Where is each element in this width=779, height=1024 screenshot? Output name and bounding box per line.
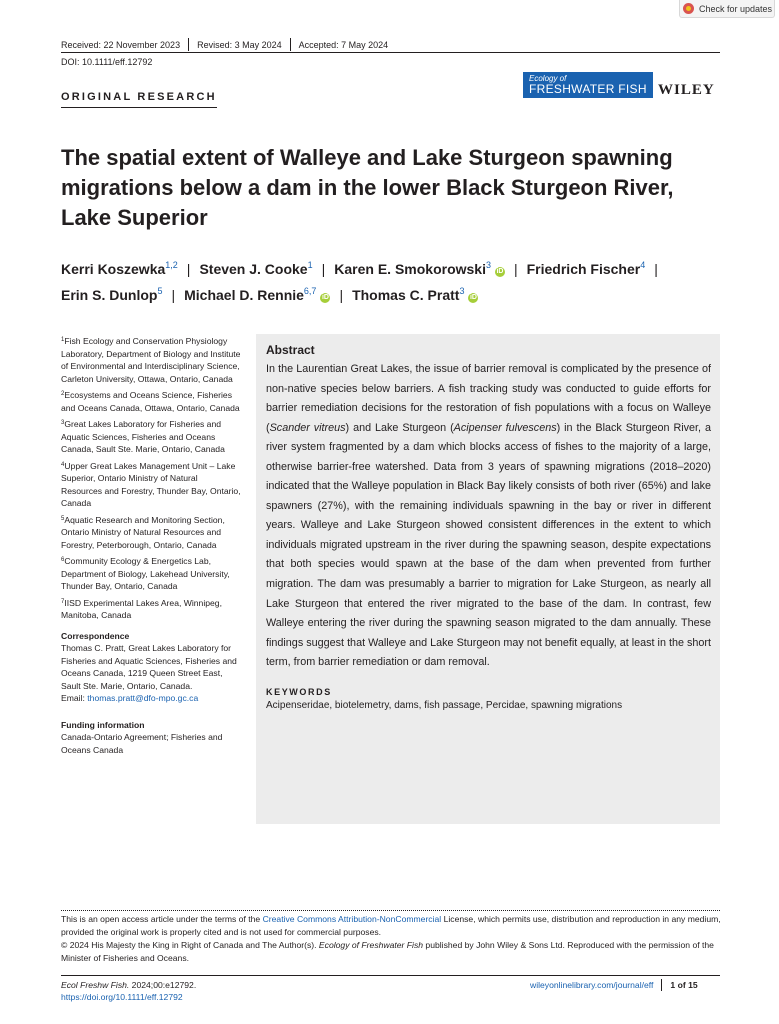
crossmark-icon [683, 3, 694, 14]
keywords-heading: KEYWORDS [266, 686, 332, 697]
affiliation: $^4$Upper Great Lakes Management Unit – Lake Superior, Ontario Ministry of Natural Resources and Forestry, Thunder Bay, Ontario, Canada [61, 460, 241, 508]
license-notice: This is an open access article under the terms of the Creative Commons Attribution-NonCommercial License, which permits use, distribution and reproduction in any medium, provided the original work is properly cited and is not used for commercial purposes. © 2024 His Majesty the King in Right of Canada and The Author(s). Ecology of Freshwater Fish published by John Wiley & Sons Ltd. Reproduced with the permission of the Minister of Fisheries and Oceans. [61, 914, 721, 963]
check-for-updates-badge[interactable] [679, 0, 775, 18]
funding-text: Canada-Ontario Agreement; Fisheries and Oceans Canada [61, 732, 223, 755]
correspondence-email: Email: thomas.pratt@dfo-mpo.gc.ca [61, 693, 199, 703]
footer-divider [61, 975, 720, 976]
check-for-updates-label: Check for updates [699, 3, 773, 14]
article-sidebar [61, 335, 241, 756]
journal-logo-big: FRESHWATER FISH [529, 82, 647, 96]
affiliation: $^3$Great Lakes Laboratory for Fisheries and Aquatic Sciences, Fisheries and Oceans Canada, Sault Ste. Marie, Ontario, Canada [61, 419, 225, 454]
doi-link[interactable]: https://doi.org/10.1111/eff.12792 [61, 992, 183, 1002]
author[interactable]: Karen E. Smokorowski$^3$iD [334, 260, 504, 277]
header-divider [61, 52, 720, 53]
abstract-text: In the Laurentian Great Lakes, the issue of barrier removal is complicated by the presence of non-native species below barriers. A fish tracking study was conducted to guide efforts for barrier remediation decisions for the restoration of fish populations with a focus on Walleye (Scander vitreus) and Lake Sturgeon (Acipenser fulvescens) in the Black Sturgeon River, a river system fragmented by a dam which blocks access of fishes to the majority of a large, otherwise barrier-free watershed. Data from 3 years of spawning migrations (2018–2020) indicated that the Walleye population in Black Bay likely consists of both river (65%) and lake spawners (27%), with the remaining individuals spawning in the bay or river in different years. Walleye and Lake Sturgeon showed consistent differences in the extent to which individuals migrated upstream in the river during the spawning season, despite expectations that both species would spawn at the base of the dam when prevented from further migration. The dam was presumably a barrier to migration for Lake Sturgeon, as nearly all Lake Sturgeon that entered the river migrated to the base of the dam. In contrast, few Walleye entering the river during the spawning season migrated to the dam annually. These findings suggest that Walleye and Lake Sturgeon may not benefit equally, at least in the short term, from barrier remediation or dam removal. [266, 363, 711, 669]
received-date: Received: 22 November 2023 [61, 39, 181, 50]
author[interactable]: Michael D. Rennie$^{6,7}$iD [184, 286, 329, 303]
keywords-text: Acipenseridae, biotelemetry, dams, fish passage, Percidae, spawning migrations [266, 699, 623, 711]
affiliation: $^7$IISD Experimental Lakes Area, Winnipeg, Manitoba, Canada [61, 597, 222, 620]
publisher-logo: WILEY [658, 82, 715, 98]
journal-site-link[interactable]: wileyonlinelibrary.com/journal/eff [530, 980, 654, 990]
affiliation: $^2$Ecosystems and Oceans Science, Fisheries and Oceans Canada, Ottawa, Ontario, Canada [61, 390, 240, 413]
footer-right [530, 979, 698, 991]
author[interactable]: Thomas C. Pratt$^3$iD [352, 286, 477, 303]
doi: DOI: 10.1111/eff.12792 [61, 57, 153, 67]
section-label: ORIGINAL RESEARCH [61, 91, 217, 108]
orcid-icon[interactable]: iD [321, 294, 329, 301]
citation: Ecol Freshw Fish. 2024;00:e12792. https://doi.org/10.1111/eff.12792 [61, 980, 197, 1002]
author[interactable]: Friedrich Fischer$^4$ [526, 260, 646, 277]
funding-heading: Funding information [61, 719, 145, 730]
orcid-icon[interactable]: iD [469, 294, 477, 301]
page-number: 1 of 15 [670, 980, 698, 990]
correspondence-text: Thomas C. Pratt, Great Lakes Laboratory for Fisheries and Aquatic Sciences, Fisheries and Oceans Canada, 1219 Queen Street East, Sault Ste. Marie, Ontario, Canada. [61, 643, 237, 691]
affiliation: $^5$Aquatic Research and Monitoring Section, Ontario Ministry of Natural Resources and Forestry, Peterborough, Ontario, Canada [61, 514, 225, 550]
article-title: The spatial extent of Walleye and Lake Sturgeon spawning migrations below a dam in the lower Black Sturgeon River, Lake Superior [61, 145, 674, 230]
affiliation: $^1$Fish Ecology and Conservation Physiology Laboratory, Department of Biology and Institute of Environmental and Interdisciplinary Science, Carleton University, Ottawa, Ontario, Canada [61, 336, 241, 384]
orcid-icon[interactable]: iD [496, 268, 504, 275]
correspondence-heading: Correspondence [61, 630, 130, 641]
email-link[interactable]: thomas.pratt@dfo-mpo.gc.ca [87, 693, 199, 703]
author[interactable]: Kerri Koszewka$^{1,2}$ [61, 260, 178, 277]
affiliation: $^6$Community Ecology & Energetics Lab, Department of Biology, Lakehead University, Thunder Bay, Ontario, Canada [61, 556, 230, 591]
license-divider [61, 910, 720, 911]
journal-logo-small: Ecology of [529, 74, 567, 83]
journal-logo [523, 72, 653, 98]
revised-date: Revised: 3 May 2024 [197, 39, 282, 50]
license-link[interactable]: Creative Commons Attribution-NonCommercial [262, 914, 442, 924]
author-list: Kerri Koszewka$^{1,2}$ | Steven J. Cooke$^1$ | Karen E. Smokorowski$^3$iD | Friedrich Fischer$^4$ | Erin S. Dunlop$^5$ | Michael D. Rennie$^{6,7}$iD | Thomas C. Pratt$^3$iD [61, 260, 658, 303]
abstract-heading: Abstract [266, 343, 315, 357]
abstract-box [256, 334, 720, 824]
author[interactable]: Steven J. Cooke$^1$ [199, 260, 313, 277]
accepted-date: Accepted: 7 May 2024 [298, 39, 389, 50]
author[interactable]: Erin S. Dunlop$^5$ [61, 286, 163, 303]
history-dates [61, 38, 388, 51]
